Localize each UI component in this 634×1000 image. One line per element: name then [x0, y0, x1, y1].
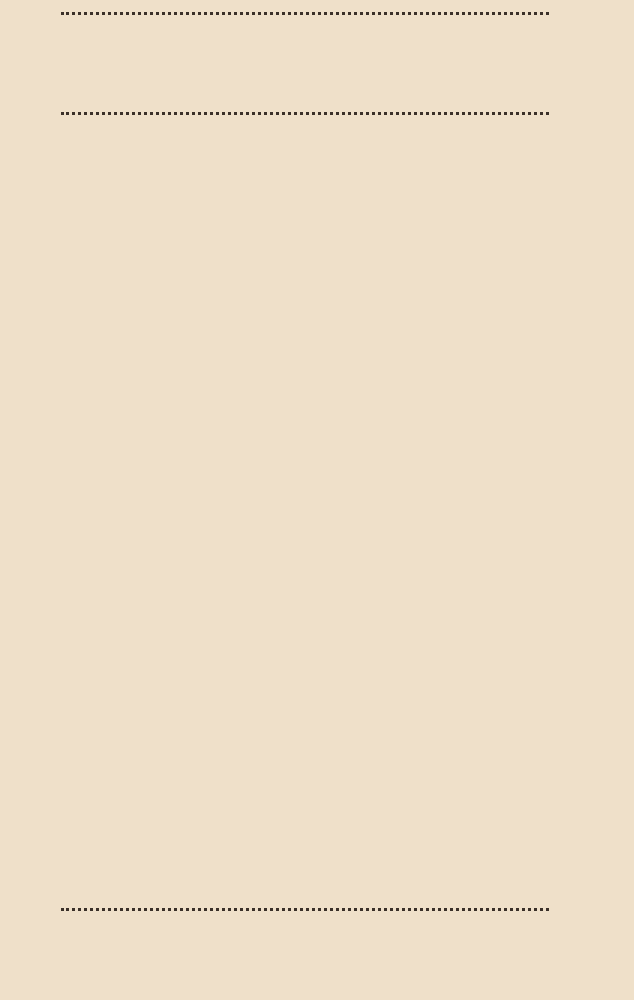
- toc-entry: [58, 896, 552, 916]
- toc-entry: [58, 0, 552, 20]
- dot-leader: [61, 908, 549, 911]
- running-header: [548, 68, 556, 84]
- dot-leader: [61, 12, 549, 15]
- toc-entry: [58, 100, 552, 120]
- dot-leader: [61, 112, 549, 115]
